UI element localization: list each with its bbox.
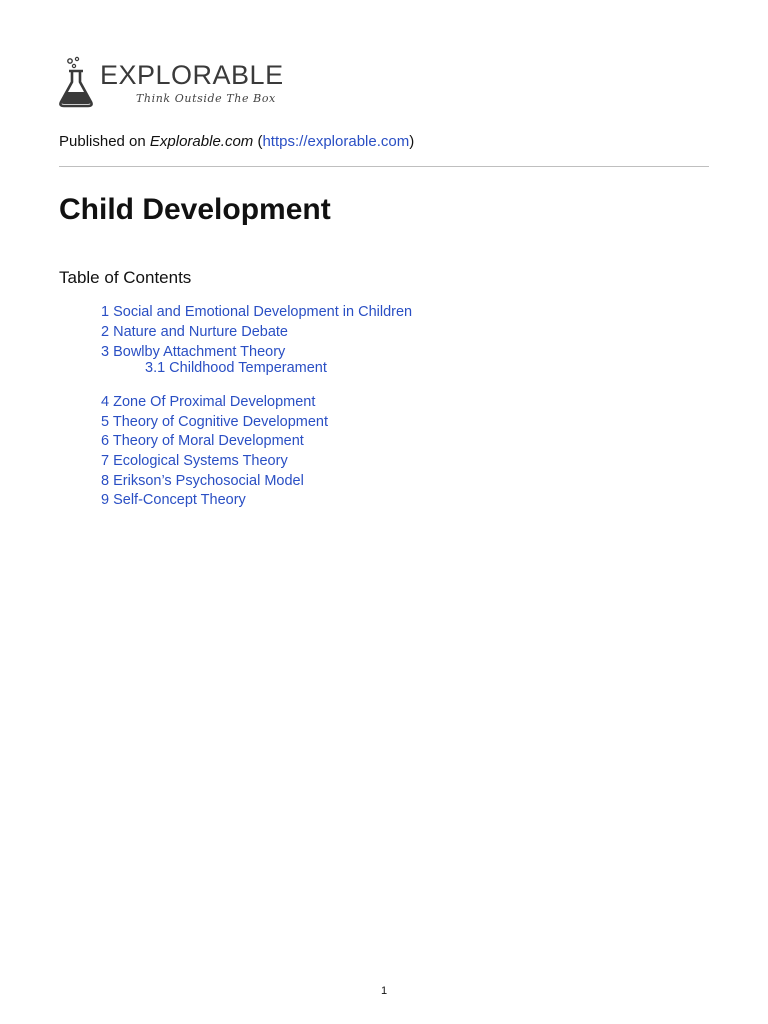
toc-link-ecological-systems[interactable]: 7 Ecological Systems Theory xyxy=(101,453,288,469)
page-number: 1 xyxy=(380,985,388,997)
toc-link-nature-nurture[interactable]: 2 Nature and Nurture Debate xyxy=(101,324,288,340)
flask-icon xyxy=(58,56,98,110)
toc-link-cognitive-development[interactable]: 5 Theory of Cognitive Development xyxy=(101,414,329,430)
published-prefix: Published on xyxy=(59,133,150,150)
close-paren: ) xyxy=(409,133,415,150)
toc-link-social-emotional[interactable]: 1 Social and Emotional Development in Children xyxy=(101,304,413,320)
logo-wordmark: EXPLORABLE xyxy=(100,60,284,90)
toc-link-childhood-temperament[interactable]: 3.1 Childhood Temperament xyxy=(145,360,327,376)
toc-link-self-concept[interactable]: 9 Self-Concept Theory xyxy=(101,492,246,508)
toc-heading: Table of Contents xyxy=(59,268,192,287)
toc-link-bowlby-attachment[interactable]: 3 Bowlby Attachment Theory xyxy=(101,344,286,360)
toc-link-erikson-psychosocial[interactable]: 8 Erikson’s Psychosocial Model xyxy=(101,473,304,489)
explorable-logo xyxy=(58,56,288,110)
toc-link-zone-proximal[interactable]: 4 Zone Of Proximal Development xyxy=(101,394,316,410)
published-line xyxy=(59,133,414,151)
site-url-link[interactable]: https://explorable.com xyxy=(262,133,410,150)
logo-tagline: Think Outside The Box xyxy=(136,92,276,105)
open-paren: ( xyxy=(253,133,263,150)
site-name: Explorable.com xyxy=(149,133,254,150)
page-title: Child Development xyxy=(59,193,331,226)
toc-link-moral-development[interactable]: 6 Theory of Moral Development xyxy=(101,433,304,449)
header-divider xyxy=(59,166,709,167)
